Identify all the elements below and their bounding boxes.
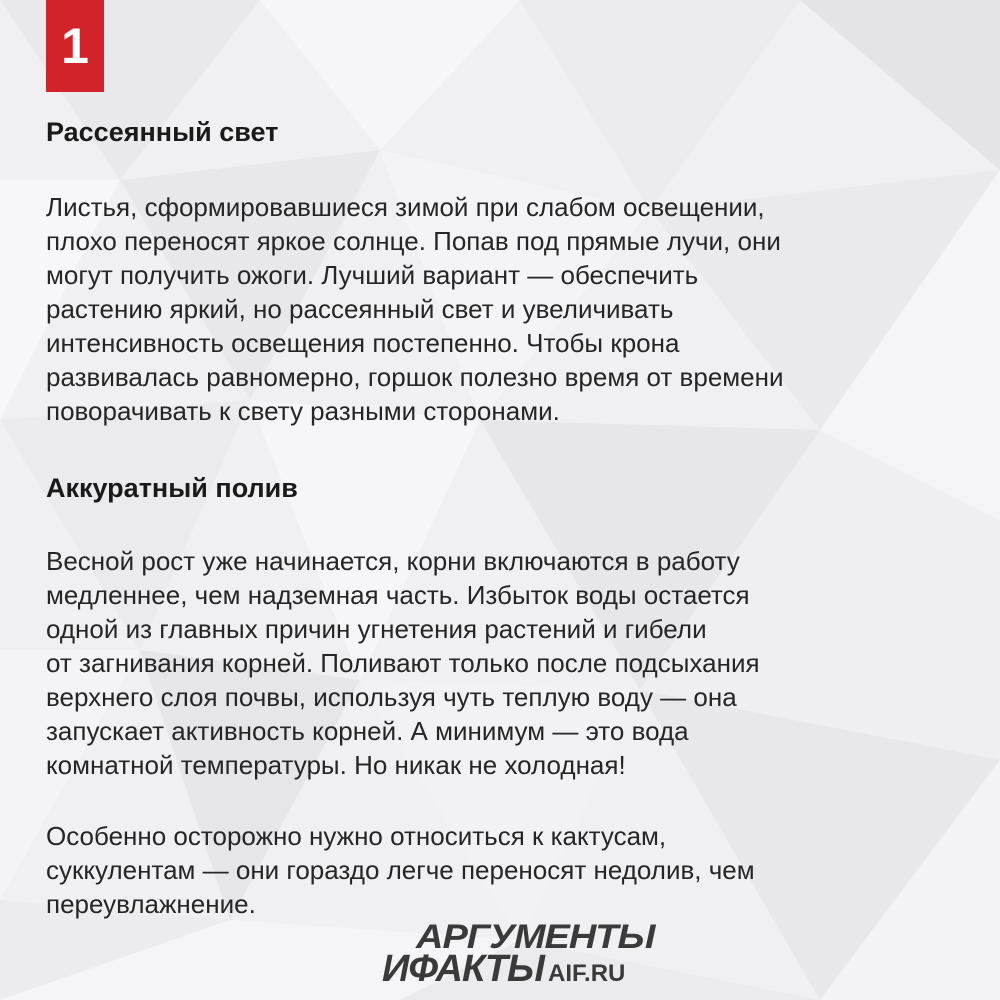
cacti-note: Особенно осторожно нужно относиться к кактусам, суккулентам — они гораздо легче переносят недолив, чем переувлажнение. bbox=[46, 821, 755, 919]
logo-site: AIF.RU bbox=[548, 960, 626, 987]
logo-line-1: АРГУМЕНТЫ bbox=[416, 918, 655, 956]
section-heading-careful-watering: Аккуратный полив bbox=[46, 473, 298, 503]
aif-logo bbox=[382, 918, 655, 988]
slide-number: 1 bbox=[61, 18, 89, 74]
article-content bbox=[46, 112, 956, 921]
slide-number-badge bbox=[46, 0, 104, 92]
logo-line-2-word: ИФАКТЫ bbox=[382, 948, 545, 990]
section-text-careful-watering: Весной рост уже начинается, корни включаются в работу медленнее, чем надземная часть. Избыток воды остается одной из главных причин угнетения растений и гибели от загнивания корней. Поливают только после подсыхания верхнего слоя почвы, используя чуть теплую воду — она запускает активность корней. А минимум — это вода комнатной температуры. Но никак не холодная! bbox=[46, 546, 760, 780]
section-text-diffused-light: Листья, сформировавшиеся зимой при слабом освещении, плохо переносят яркое солнце. Попав под прямые лучи, они могут получить ожоги. Лучший вариант — обеспечить растению яркий, но рассеянный свет и увеличивать интенсивность освещения постепенно. Чтобы крона развивалась равномерно, горшок полезно время от времени поворачивать к свету разными сторонами. bbox=[46, 192, 784, 426]
section-heading-diffused-light: Рассеянный свет bbox=[46, 117, 279, 147]
